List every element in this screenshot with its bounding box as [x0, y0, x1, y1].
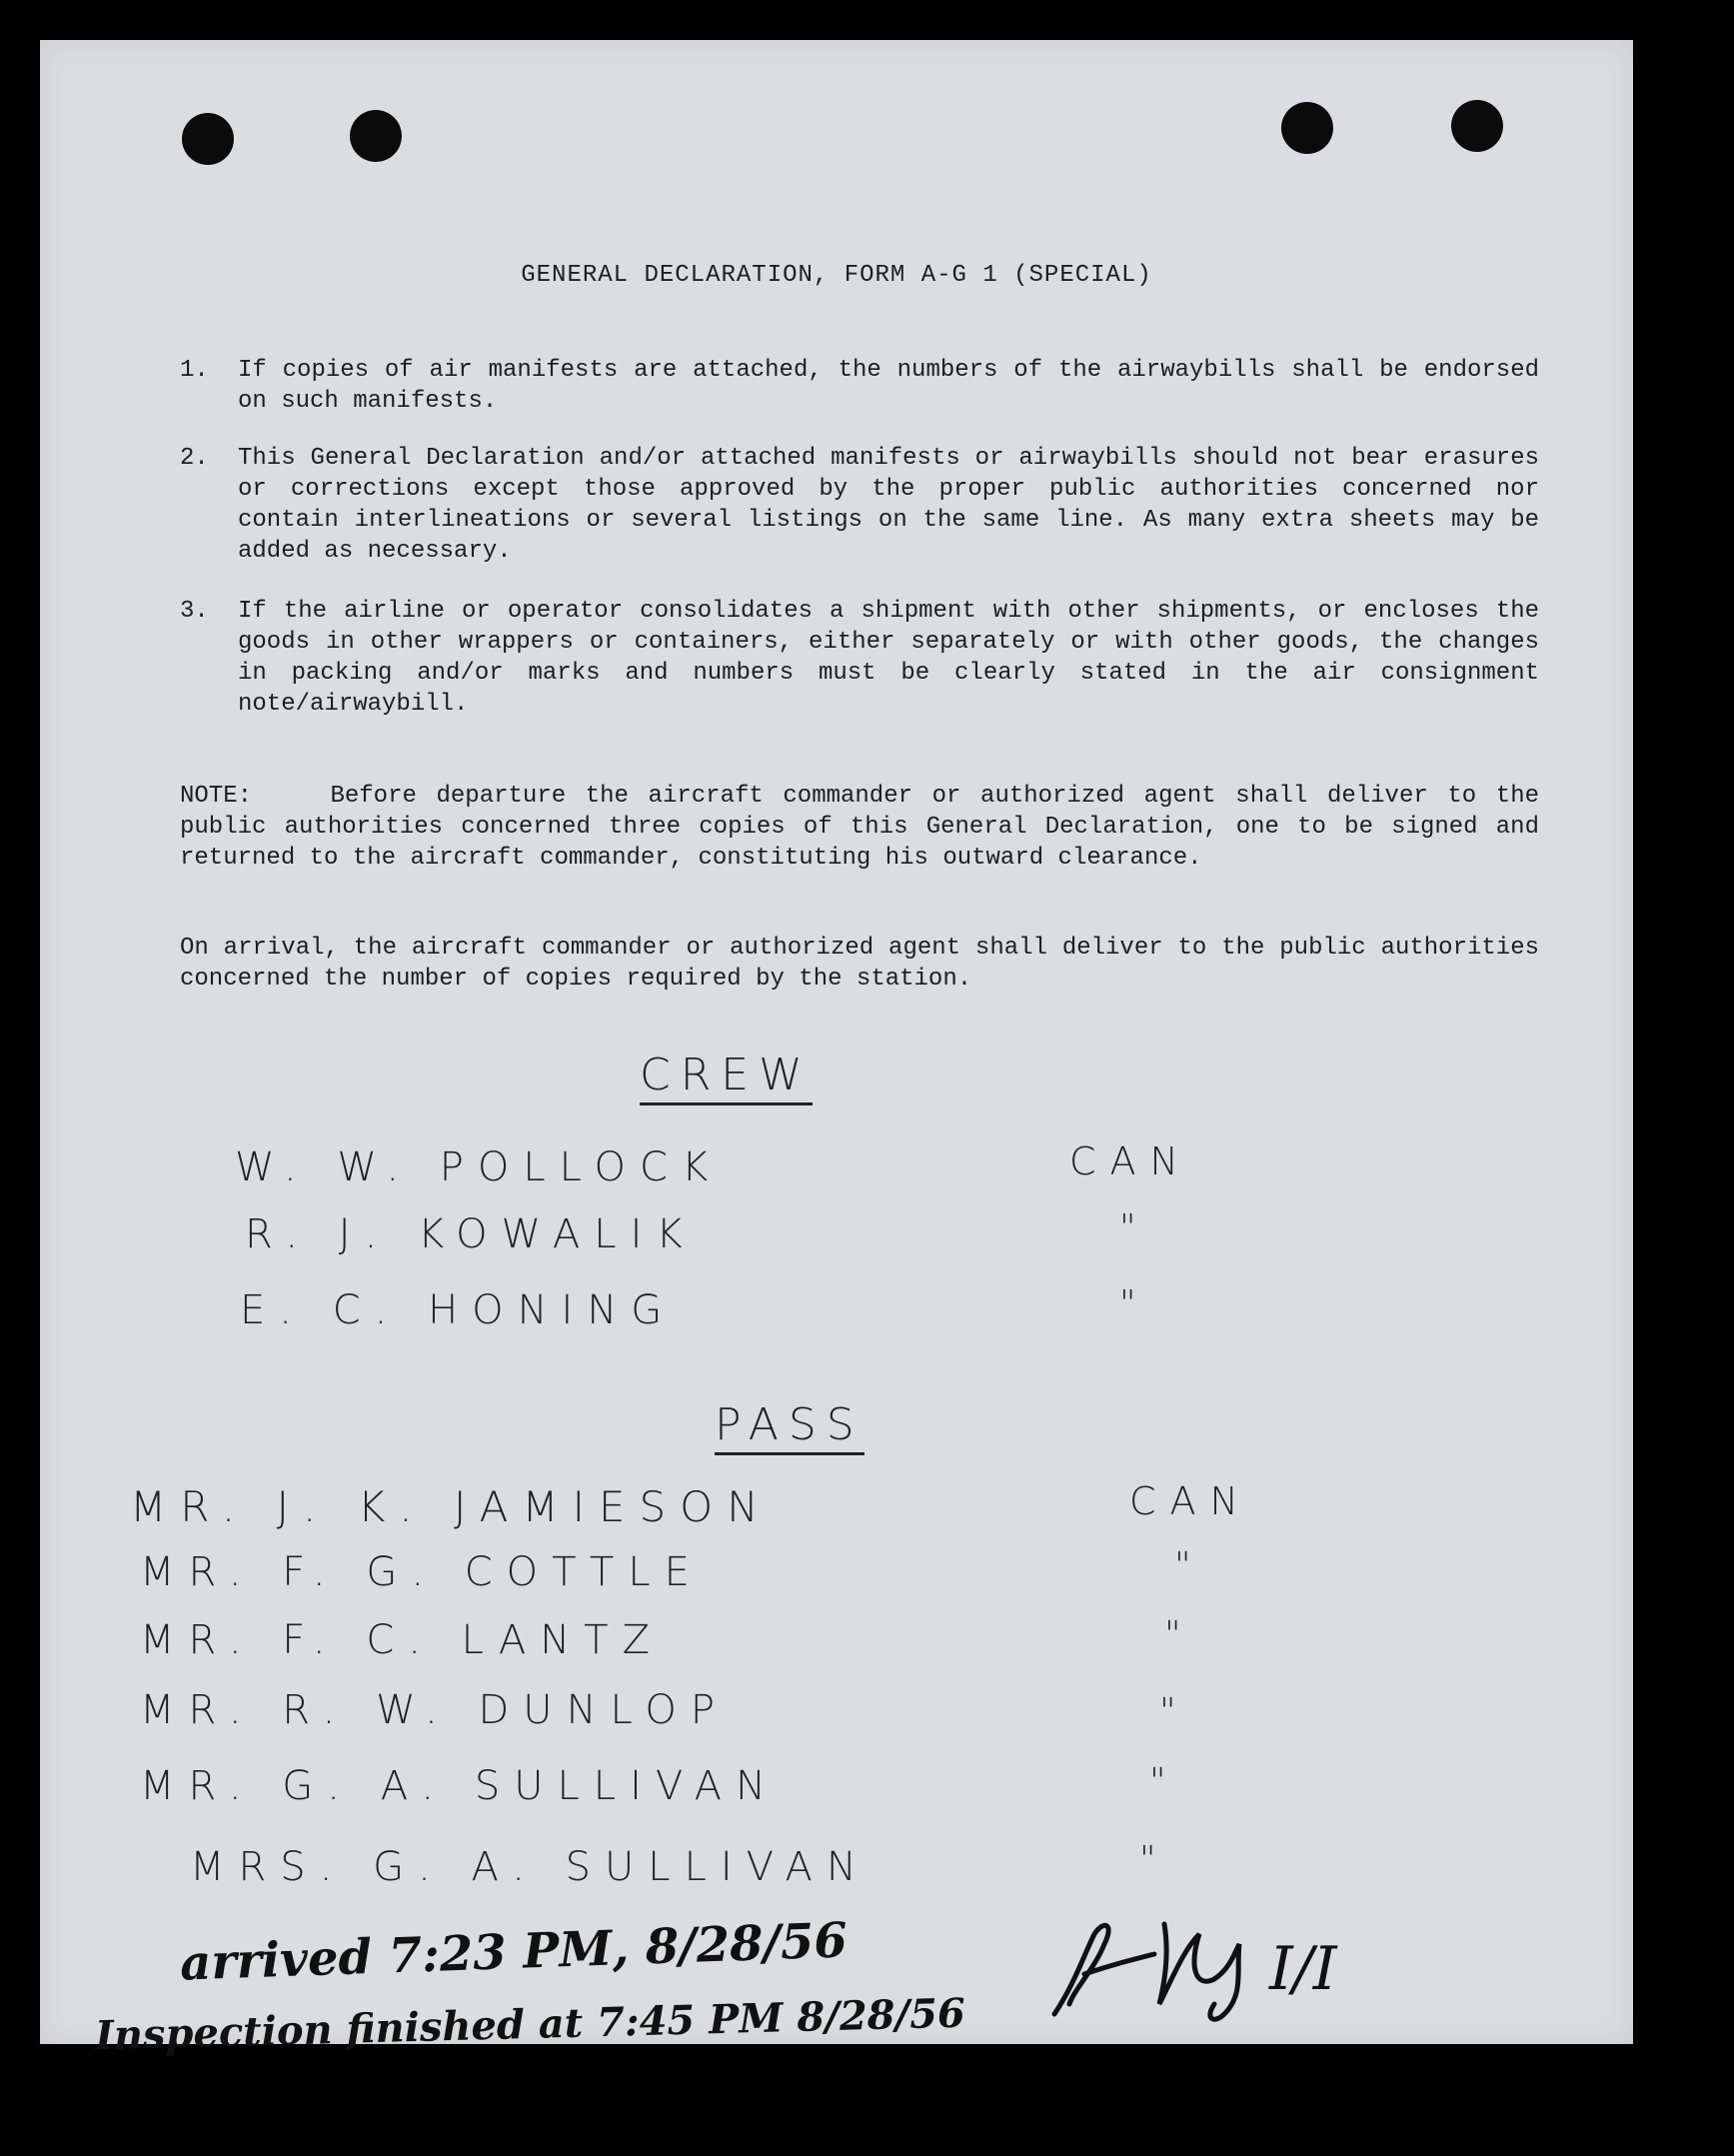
instruction-item — [180, 596, 1539, 720]
passenger-nationality: CAN — [1129, 1479, 1252, 1523]
passenger-nationality: " — [1149, 1761, 1180, 1802]
item-text: This General Declaration and/or attached manifests or airwaybills should not bear erasures or corrections except those approved by the proper public authorities concerned nor contain interlineations or several listings on the same line. As many extra sheets may be added as necessary. — [238, 445, 1539, 565]
item-number: 3. — [180, 598, 209, 625]
passenger-nationality: " — [1164, 1614, 1195, 1655]
crew-heading: CREW — [640, 1050, 813, 1105]
form-title: GENERAL DECLARATION, FORM A-G 1 (SPECIAL) — [521, 262, 1152, 289]
inspector-signature — [1014, 1894, 1434, 2034]
passengers-heading: PASS — [715, 1399, 865, 1455]
passenger-name: MR. J. K. JAMIESON — [130, 1482, 773, 1531]
note-paragraph: NOTE: Before departure the aircraft commander or authorized agent shall deliver to the public authorities concerned three copies of this General Declaration, one to be signed and returned to the aircraft commander, constituting his outward clearance. — [180, 783, 1554, 872]
passenger-name: MRS. G. A. SULLIVAN — [190, 1844, 870, 1890]
item-number: 2. — [180, 445, 209, 472]
crew-nationality: " — [1119, 1207, 1150, 1248]
item-text: If copies of air manifests are attached, the numbers of the airwaybills shall be endorsed on such manifests. — [238, 357, 1539, 415]
inspection-time-annotation: Inspection finished at 7:45 PM 8/28/56 — [94, 1989, 966, 2060]
crew-nationality: CAN — [1069, 1139, 1192, 1183]
passenger-nationality: " — [1159, 1691, 1190, 1732]
punch-hole — [350, 110, 402, 162]
punch-hole — [1281, 102, 1333, 154]
document-page — [40, 40, 1633, 2060]
crew-name: W. W. POLLOCK — [235, 1144, 723, 1190]
instruction-item — [180, 355, 1539, 417]
crew-name: E. C. HONING — [240, 1287, 677, 1333]
passenger-name: MR. R. W. DUNLOP — [140, 1687, 729, 1733]
passenger-nationality: " — [1174, 1545, 1205, 1586]
passenger-name: MR. F. G. COTTLE — [140, 1549, 704, 1595]
punch-hole — [1451, 100, 1503, 152]
crew-nationality: " — [1119, 1283, 1150, 1324]
crew-name: R. J. KOWALIK — [245, 1211, 697, 1257]
passenger-name: MR. G. A. SULLIVAN — [140, 1763, 780, 1809]
instruction-item — [180, 443, 1539, 567]
arrival-paragraph: On arrival, the aircraft commander or authorized agent shall deliver to the public authorities concerned the number of copies required by the station. — [180, 935, 1539, 993]
item-text: If the airline or operator consolidates a shipment with other shipments, or encloses the goods in other wrappers or containers, either separately or with other goods, the changes in packing and/or marks and numbers must be clearly stated in the air consignment note/airwaybill. — [238, 598, 1539, 718]
arrival-time-annotation: arrived 7:23 PM, 8/28/56 — [179, 1912, 849, 1992]
passenger-nationality: " — [1139, 1839, 1170, 1880]
punch-hole — [182, 113, 234, 165]
item-number: 1. — [180, 357, 209, 384]
passenger-name: MR. F. C. LANTZ — [140, 1617, 665, 1663]
signature-suffix: I/I — [1269, 1934, 1337, 2004]
